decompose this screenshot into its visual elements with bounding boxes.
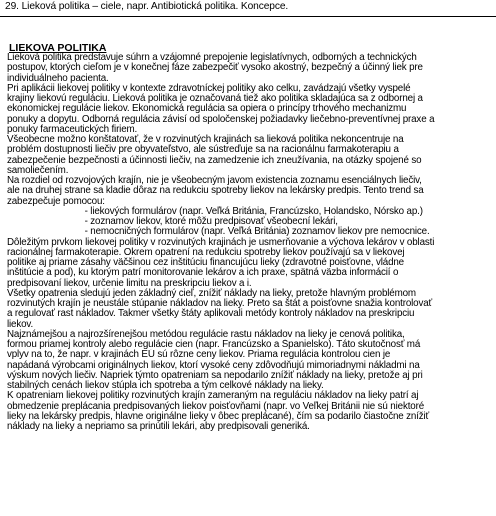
text-line: Pri aplikácii liekovej politiky v kontexte zdravotníckej politiky ako celku, zavádzajú všetky vyspelé: [7, 82, 411, 94]
list-item: - zoznamov liekov, ktoré môžu predpisovať všeobecní lekári,: [84, 216, 338, 227]
text-line: predpisovaní liekov, určenie limitu na preskripciu liekov a i.: [7, 277, 252, 289]
text-line: lieky na lekársky predpis, hlavne originálne lieky v ôbec preplácané), čím sa podarilo čiastočne znížiť: [7, 410, 430, 422]
text-line: napádaná výrobcami originálnych liekov, ktorí vysoké ceny zdôvodňujú mimoriadnymi nákladmi na: [7, 359, 420, 371]
text-line: stabilných cenách liekov stúpla ich spotreba a tým celkové náklady na lieky.: [7, 380, 324, 391]
text-line: ponuky a dopytu. Odborná regulácia závisí od spoločenskej požiadavky liečebno-preventívnej praxe a: [7, 113, 435, 125]
text-line: racionálnej farmakoterapie. Okrem opatrení na redukciu spotreby liekov používajú sa v liekovej: [7, 246, 405, 258]
text-line: Na rozdiel od rozvojových krajín, nie je všeobecným javom existencia zoznamu esenciálnych liečiv,: [7, 175, 422, 186]
text-line: vplyv na to, že napr. v krajinách EÚ sú rôzne ceny liekov. Priama regulácia kontrolou cien je: [7, 349, 391, 361]
text-line: problém dostupnosti liečiv pre obyvateľstvo, ale sústreďuje sa na racionálnu farmakoterapiu a: [7, 144, 399, 156]
text-line: rozvinutých krajín je neustále stúpanie nákladov na lieky. Preto sa štát a poisťovne snažia kontrolovať: [7, 298, 433, 309]
text-line: Lieková politika predstavuje súhrn a vzájomné prepojenie legislatívnych, odborných a technických: [7, 52, 417, 63]
section-title: LIEKOVA POLITIKA: [9, 42, 107, 54]
body-text: [7, 53, 495, 432]
text-line: politike aj priame zásahy väčšinou cez inštitúciu financujúcu lieky (zdravotné poisťovne, vládne: [7, 257, 404, 268]
text-line: samoliečením.: [7, 164, 69, 176]
text-line: individuálneho pacienta.: [7, 72, 109, 84]
text-line: ponuky farmaceutických firiem.: [7, 123, 138, 135]
text-line: Najznámejšou a najrozšírenejšou metódou regulácie rastu nákladov na lieky je cenová politika,: [7, 328, 405, 340]
text-line: Všeobecne možno konštatovať, že v rozvinutých krajinách sa lieková politika nekoncentruje na: [7, 134, 404, 145]
header-divider: [0, 16, 496, 17]
text-line: formou priamej kontroly alebo regulácie cien (napr. Francúzsko a Španielsko). Táto skutočnosť má: [7, 339, 421, 350]
text-line: ekonomickej regulácie liekov. Ekonomická regulácia sa opiera o princípy trhového mechanizmu: [7, 103, 407, 115]
text-line: inštitúcie a pod), ku ktorým patrí monitorovanie lekárov a ich praxe, spätná väzba informácií o: [7, 267, 399, 279]
text-line: náklady na lieky a nepriamo sa prinútili lekári, aby predpisovali generiká.: [7, 421, 310, 432]
text-line: obmedzenie preplácania predpisovaných liekov poisťovňami (napr. vo Veľkej Británii nie sú niektoré: [7, 400, 424, 412]
text-line: Všetky opatrenia sledujú jeden základný cieľ, znížiť náklady na lieky, pretože hlavným problémom: [7, 287, 416, 299]
text-line: Dôležitým prvkom liekovej politiky v rozvinutých krajinách je usmerňovanie a výchova lekárov v oblasti: [7, 236, 435, 248]
text-line: krajiny liekovú reguláciu. Lieková politika je označovaná tiež ako politika skladajúca sa z odbornej a: [7, 93, 423, 104]
text-line: výskum nových liečiv. Napriek týmto opatreniam sa nepodarilo znížiť náklady na lieky, pretože aj pri: [7, 369, 423, 381]
text-line: zabezpečenie bezpečnosti a účinnosti liečiv, na zamedzenie ich zneužívania, na otázky spojené so: [7, 154, 422, 166]
text-line: ale na druhej strane sa kladie dôraz na redukciu spotreby liekov na lekársky predpis. Tento trend sa: [7, 185, 424, 197]
document-header: 29. Lieková politika – ciele, napr. Antibiotická politika. Koncepce.: [5, 1, 289, 12]
list-item: - liekových formulárov (napr. Veľká Británia, Francúzsko, Holandsko, Nórsko ap.): [84, 205, 423, 217]
text-line: liekov.: [7, 318, 34, 330]
text-line: postupov, ktorých cieľom je v konečnej fáze zabezpečiť vysoko akostný, bezpečný a účinný liek pre: [7, 62, 423, 74]
text-line: zabezpečuje pomocou:: [7, 195, 105, 207]
list-item: - nemocničných formulárov (napr. Veľká Británia) zoznamov liekov pre nemocnice.: [84, 226, 430, 238]
text-line: K opatreniam liekovej politiky rozvinutých krajín zameraným na reguláciu nákladov na lieky patrí aj: [7, 390, 419, 402]
text-line: a regulovať rast nákladov. Takmer všetky štáty aplikovali metódy kontroly nákladov na preskripciu: [7, 308, 415, 320]
